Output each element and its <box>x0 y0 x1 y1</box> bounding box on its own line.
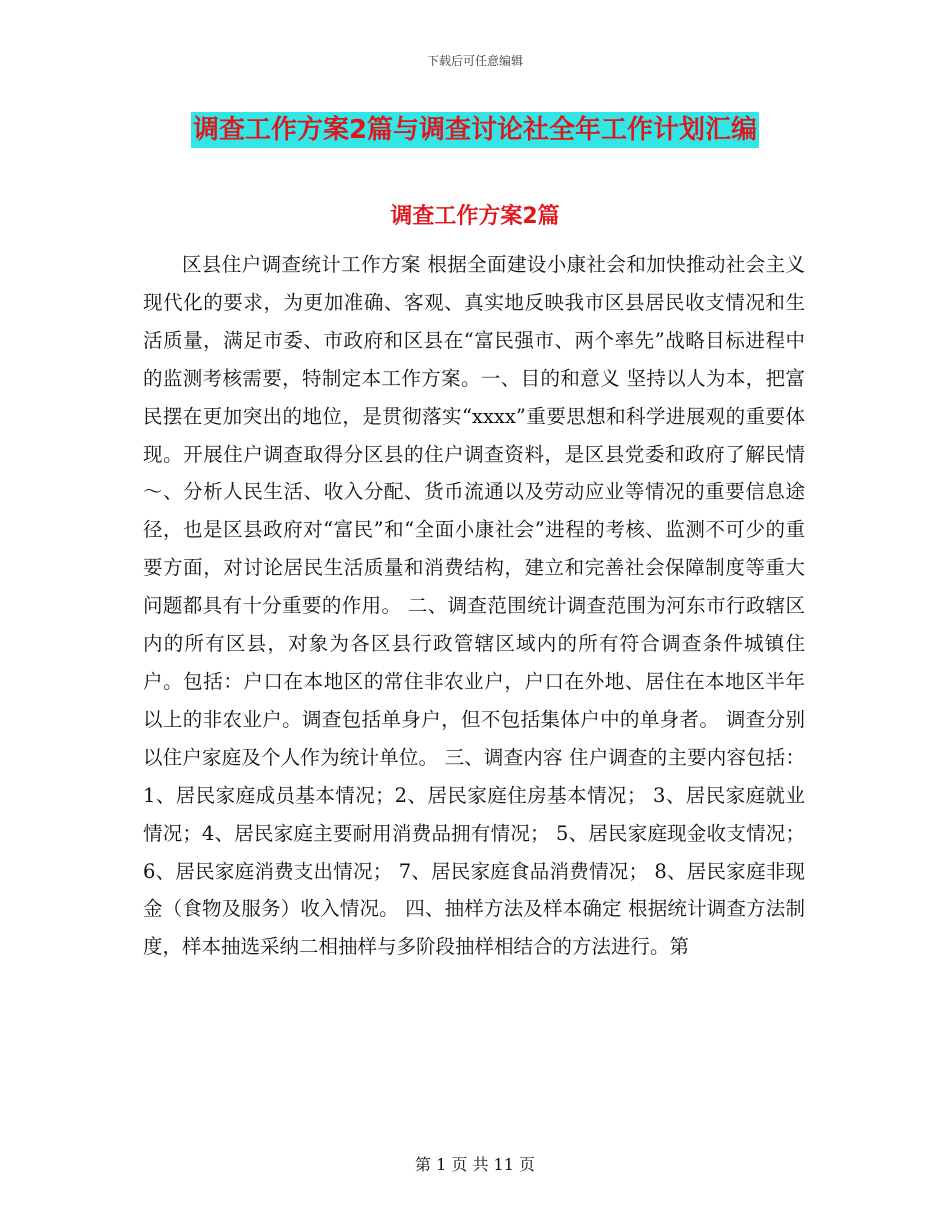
main-title: 调查工作方案2篇与调查讨论社全年工作计划汇编 <box>191 112 759 148</box>
main-title-container <box>0 112 950 148</box>
page-number: 第 1 页 共 11 页 <box>415 1155 535 1174</box>
body-paragraph: 区县住户调查统计工作方案 根据全面建设小康社会和加快推动社会主义现代化的要求，为更加准确、客观、真实地反映我市区县居民收支情况和生活质量，满足市委、市政府和区县在“富民强市、两个率先”战略目标进程中的监测考核需要，特制定本工作方案。一、目的和意义 坚持以人为本，把富民摆在更加突出的地位，是贯彻落实“xxxx”重要思想和科学进展观的重要体现。开展住户调查取得分区县的住户调查资料，是区县党委和政府了解民情～、分析人民生活、收入分配、货币流通以及劳动应业等情况的重要信息途径，也是区县政府对“富民”和“全面小康社会”进程的考核、监测不可少的重要方面，对讨论居民生活质量和消费结构，建立和完善社会保障制度等重大问题都具有十分重要的作用。 二、调查范围统计调查范围为河东市行政辖区内的所有区县，对象为各区县行政管辖区域内的所有符合调查条件城镇住户。包括：户口在本地区的常住非农业户，户口在外地、居住在本地区半年以上的非农业户。调查包括单身户，但不包括集体户中的单身者。 调查分别以住户家庭及个人作为统计单位。 三、调查内容 住户调查的主要内容包括： 1、居民家庭成员基本情况；2、居民家庭住房基本情况； 3、居民家庭就业情况；4、居民家庭主要耐用消费品拥有情况； 5、居民家庭现金收支情况； 6、居民家庭消费支出情况； 7、居民家庭食品消费情况； 8、居民家庭非现金（食物及服务）收入情况。 四、抽样方法及样本确定 根据统计调查方法制度，样本抽选采纳二相抽样与多阶段抽样相结合的方法进行。第 <box>143 253 805 959</box>
page-header-note: 下载后可任意编辑 <box>426 54 523 68</box>
section-title: 调查工作方案2篇 <box>390 204 560 229</box>
